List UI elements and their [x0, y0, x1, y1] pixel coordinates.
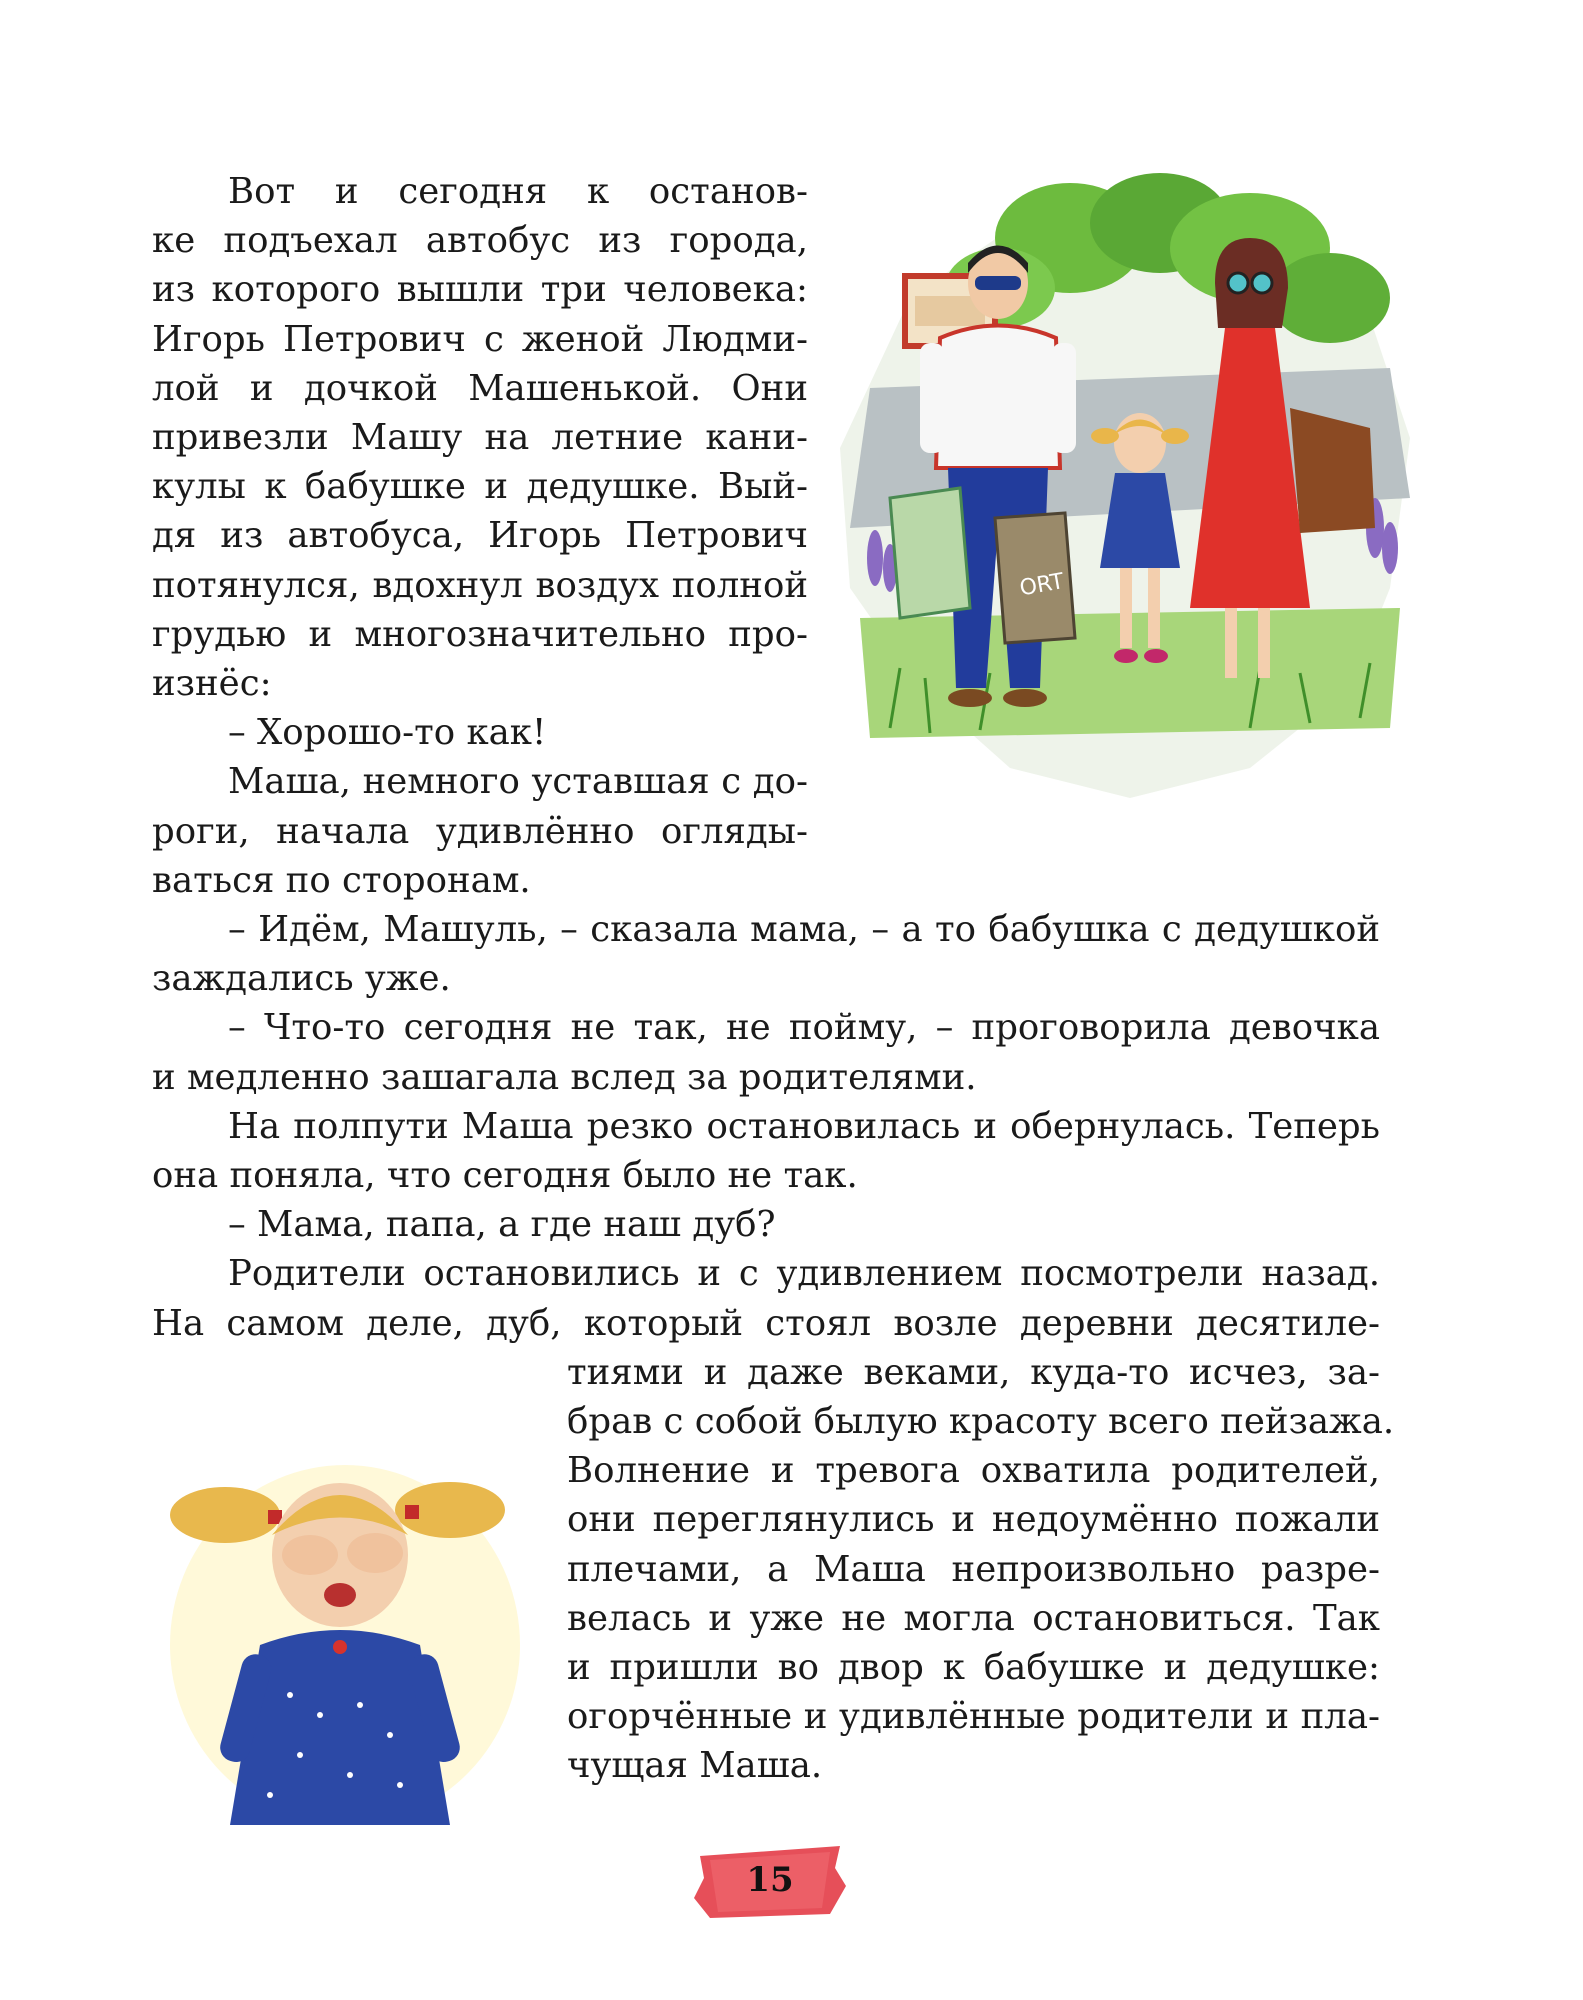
- text-line: брав с собой былую красоту всего пейзажа.: [567, 1401, 1395, 1442]
- text-line: – Хорошо-то как!: [228, 712, 547, 753]
- text-line: заждались уже.: [152, 958, 451, 999]
- text-line: чущая Маша.: [567, 1745, 823, 1786]
- text-line: ваться по сторонам.: [152, 860, 531, 901]
- text-line: – Идём, Машуль, – сказала мама, – а то бабушка с дедушкой: [228, 909, 1380, 950]
- text-line: – Что-то сегодня не так, не пойму, – проговорила девочка: [228, 1007, 1380, 1048]
- family-illustration: [830, 168, 1430, 808]
- text-line: изнёс:: [152, 663, 272, 704]
- text-line: тиями и даже веками, куда-то исчез, за-: [567, 1352, 1380, 1393]
- text-line: плечами, а Маша непроизвольно разре-: [567, 1549, 1380, 1590]
- text-line: ке подъехал автобус из города,: [152, 220, 808, 261]
- text-line: грудью и многозначительно про-: [152, 614, 808, 655]
- bag-label: ORT: [1017, 569, 1066, 602]
- text-line: велась и уже не могла остановиться. Так: [567, 1598, 1380, 1639]
- page-number: 15: [746, 1860, 794, 1900]
- text-line: Вот и сегодня к останов-: [228, 171, 808, 212]
- text-line: кулы к бабушке и дедушке. Вый-: [152, 466, 808, 507]
- text-line: – Мама, папа, а где наш дуб?: [228, 1204, 776, 1245]
- text-line: привезли Машу на летние кани-: [152, 417, 808, 458]
- text-line: Волнение и тревога охватила родителей,: [567, 1450, 1380, 1491]
- text-line: огорчённые и удивлённые родители и пла-: [567, 1696, 1380, 1737]
- text-line: На самом деле, дуб, который стоял возле деревни десятиле-: [152, 1303, 1380, 1344]
- text-line: роги, начала удивлённо огляды-: [152, 811, 808, 852]
- text-line: потянулся, вдохнул воздух полной: [152, 565, 808, 606]
- text-line: Маша, немного уставшая с до-: [228, 761, 808, 802]
- text-line: Игорь Петрович с женой Людми-: [152, 319, 808, 360]
- text-line: На полпути Маша резко остановилась и обернулась. Теперь: [228, 1106, 1380, 1147]
- text-line: Родители остановились и с удивлением посмотрели назад.: [228, 1253, 1380, 1294]
- text-line: дя из автобуса, Игорь Петрович: [152, 515, 808, 556]
- text-line: из которого вышли три человека:: [152, 269, 808, 310]
- text-line: она поняла, что сегодня было не так.: [152, 1155, 858, 1196]
- text-line: и медленно зашагала вслед за родителями.: [152, 1057, 977, 1098]
- page-number-badge: [690, 1838, 850, 1922]
- crying-girl-illustration: [150, 1415, 540, 1835]
- text-line: и пришли во двор к бабушке и дедушке:: [567, 1647, 1380, 1688]
- text-line: они переглянулись и недоумённо пожали: [567, 1499, 1380, 1540]
- text-line: лой и дочкой Машенькой. Они: [152, 368, 808, 409]
